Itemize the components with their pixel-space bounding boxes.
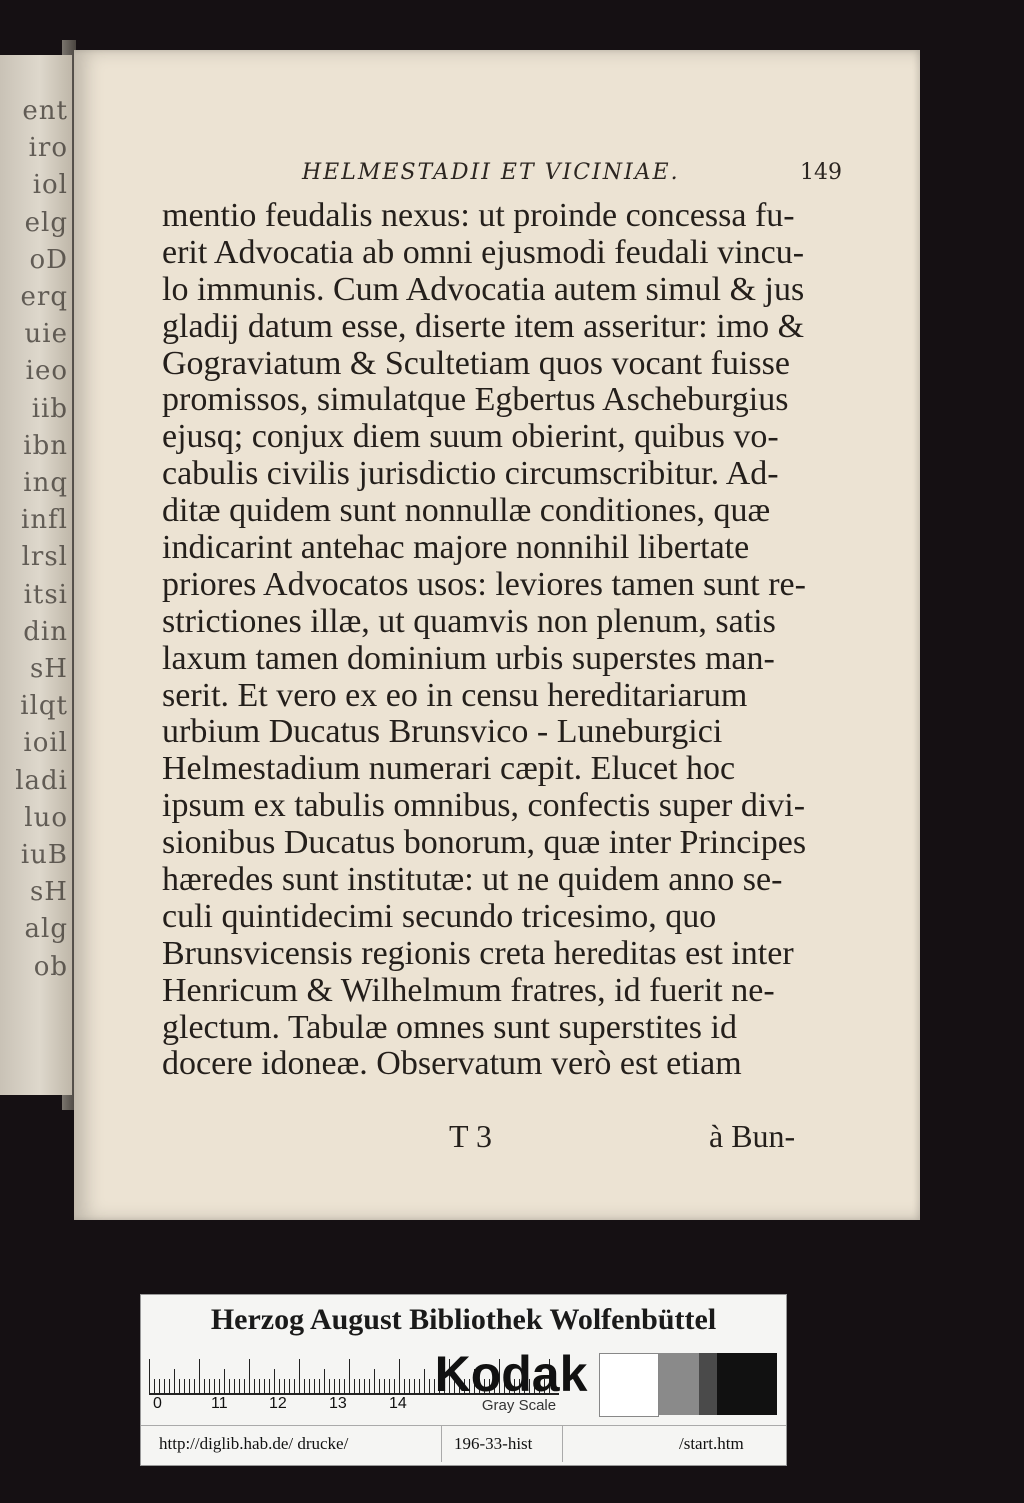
- facing-page-fragment: iro: [28, 133, 68, 164]
- ruler-number: 12: [269, 1395, 287, 1412]
- ruler-tick: [154, 1379, 155, 1393]
- catchword: à Bun-: [709, 1118, 796, 1154]
- ruler-tick: [169, 1379, 170, 1393]
- ruler-tick: [259, 1379, 260, 1393]
- text-line: sionibus Ducatus bonorum, quæ inter Principes: [162, 825, 807, 862]
- ruler-tick: [339, 1379, 340, 1393]
- facing-page-fragment: ladi: [15, 765, 68, 796]
- ruler-tick: [199, 1359, 200, 1393]
- signature-mark: T 3: [449, 1118, 492, 1154]
- ruler-tick: [149, 1359, 150, 1393]
- ruler-tick: [284, 1379, 285, 1393]
- ruler-tick: [304, 1379, 305, 1393]
- text-line: Helmestadium numerari cæpit. Elucet hoc: [162, 751, 736, 788]
- text-line: Gograviatum & Scultetiam quos vocant fuisse: [162, 345, 790, 382]
- text-line: gladij datum esse, diserte item asseritur: imo &: [162, 308, 805, 345]
- ruler-tick: [424, 1369, 425, 1393]
- ruler-tick: [179, 1379, 180, 1393]
- text-line: glectum. Tabulæ omnes sunt superstites id: [162, 1009, 737, 1046]
- facing-page-fragment: luo: [24, 802, 68, 833]
- ruler-tick: [214, 1379, 215, 1393]
- facing-page-fragment: lrsl: [21, 542, 68, 573]
- ruler-tick: [264, 1379, 265, 1393]
- facing-page-fragment: din: [23, 616, 68, 647]
- ruler-tick: [324, 1369, 325, 1393]
- facing-page-fragment: ob: [33, 951, 68, 982]
- ruler-tick: [289, 1379, 290, 1393]
- ruler-tick: [204, 1379, 205, 1393]
- ruler-tick: [414, 1379, 415, 1393]
- ruler-tick: [279, 1379, 280, 1393]
- ruler-tick: [164, 1379, 165, 1393]
- facing-page-fragment: oD: [29, 244, 68, 275]
- facing-page-fragment: alg: [24, 914, 68, 945]
- ruler-tick: [374, 1369, 375, 1393]
- ruler-tick: [349, 1359, 350, 1393]
- body-text: [162, 198, 822, 1083]
- text-line: Henricum & Wilhelmum fratres, id fuerit ne-: [162, 972, 775, 1009]
- running-head-title: HELMESTADII ET VICINIAE.: [302, 160, 680, 185]
- text-line: promissos, simulatque Egbertus Ascheburgius: [162, 382, 789, 419]
- shelfmark: 196-33-hist: [454, 1434, 533, 1453]
- facing-page-fragment: ioil: [23, 728, 68, 759]
- ruler-tick: [329, 1379, 330, 1393]
- facing-page-fragment: uie: [24, 319, 68, 350]
- facing-page-fragment: sH: [29, 654, 68, 684]
- ruler-tick: [359, 1379, 360, 1393]
- ruler-tick: [309, 1379, 310, 1393]
- ruler-tick: [239, 1379, 240, 1393]
- library-name: Herzog August Bibliothek Wolfenbüttel: [210, 1303, 717, 1336]
- url-row: [141, 1425, 786, 1462]
- url-suffix: /start.htm: [679, 1434, 744, 1453]
- ruler-tick: [209, 1379, 210, 1393]
- text-line: serit. Et vero ex eo in censu hereditariarum: [162, 677, 748, 714]
- ruler-tick: [354, 1379, 355, 1393]
- ruler-tick: [254, 1379, 255, 1393]
- facing-page-fragment: iib: [31, 393, 68, 424]
- ruler-tick: [299, 1359, 300, 1393]
- text-line: ditæ quidem sunt nonnullæ conditiones, quæ: [162, 493, 771, 530]
- gray-swatch-mid: [659, 1353, 699, 1415]
- running-head: [302, 160, 842, 196]
- ruler-tick: [334, 1379, 335, 1393]
- ruler-tick: [319, 1379, 320, 1393]
- facing-page-fragment: inq: [23, 468, 68, 498]
- text-line: urbium Ducatus Brunsvico - Luneburgici: [162, 714, 723, 751]
- facing-page-fragment: ent: [22, 96, 68, 126]
- ruler-tick: [394, 1379, 395, 1393]
- facing-page-fragment: sH: [29, 877, 68, 908]
- facing-page-fragment: infl: [21, 505, 68, 536]
- facing-page-fragment: ieo: [25, 356, 68, 387]
- ruler-tick: [184, 1379, 185, 1393]
- text-line: mentio feudalis nexus: ut proinde concessa fu-: [162, 198, 795, 234]
- library-color-strip: [140, 1294, 787, 1466]
- text-line: ejusq; conjux diem suum obierint, quibus vo-: [162, 419, 779, 456]
- kodak-logo: Kodak: [434, 1346, 588, 1402]
- facing-page-fragment: ilqt: [20, 691, 68, 722]
- ruler-tick: [384, 1379, 385, 1393]
- ruler-tick: [194, 1379, 195, 1393]
- facing-page-fragment: itsi: [23, 579, 68, 610]
- text-line: lo immunis. Cum Advocatia autem simul & jus: [162, 271, 805, 308]
- ruler-number: 11: [211, 1395, 228, 1412]
- facing-page-fragment: iol: [32, 170, 68, 201]
- ruler-tick: [369, 1379, 370, 1393]
- gray-scale-label: Gray Scale: [481, 1397, 557, 1414]
- ruler-tick: [274, 1369, 275, 1393]
- facing-page-fragment: ibn: [23, 430, 68, 461]
- ruler-tick: [234, 1379, 235, 1393]
- gray-swatch-dark: [699, 1353, 717, 1415]
- facing-page-fragment: iuB: [20, 840, 68, 870]
- ruler-tick: [294, 1379, 295, 1393]
- ruler-number: 14: [389, 1395, 407, 1412]
- text-line: erit Advocatia ab omni ejusmodi feudali vincu-: [162, 234, 805, 271]
- page-number: 149: [800, 160, 842, 185]
- ruler-tick: [409, 1379, 410, 1393]
- ruler-tick: [379, 1379, 380, 1393]
- ruler-tick: [219, 1379, 220, 1393]
- ruler-tick: [419, 1379, 420, 1393]
- ruler-number: 0: [153, 1395, 162, 1412]
- ruler-number: 13: [329, 1395, 347, 1412]
- gray-swatch-black: [717, 1353, 777, 1415]
- ruler-tick: [159, 1379, 160, 1393]
- text-line: laxum tamen dominium urbis superstes man-: [162, 640, 775, 677]
- text-line: culi quintidecimi secundo tricesimo, quo: [162, 898, 717, 935]
- ruler-tick: [389, 1379, 390, 1393]
- text-line: ipsum ex tabulis omnibus, confectis super divi-: [162, 788, 806, 825]
- url-prefix: http://diglib.hab.de/ drucke/: [159, 1434, 349, 1453]
- ruler-tick: [229, 1379, 230, 1393]
- facing-page-fragment: elg: [24, 207, 68, 238]
- shelfmark-box: [441, 1426, 563, 1462]
- gray-swatch-white: [599, 1353, 659, 1417]
- facing-page-edge: [0, 55, 72, 1095]
- text-line: indicarint antehac majore nonnihil libertate: [162, 530, 750, 567]
- facing-page-fragment: erq: [20, 282, 68, 312]
- text-line: cabulis civilis jurisdictio circumscribitur. Ad-: [162, 456, 779, 493]
- text-line: Brunsvicensis regionis creta hereditas est inter: [162, 935, 794, 972]
- ruler-tick: [249, 1359, 250, 1393]
- ruler-tick: [314, 1379, 315, 1393]
- ruler-tick: [269, 1379, 270, 1393]
- ruler-tick: [244, 1379, 245, 1393]
- ruler-tick: [364, 1379, 365, 1393]
- text-line: docere idoneæ. Observatum verò est etiam: [162, 1046, 742, 1083]
- text-line: strictiones illæ, ut quamvis non plenum, satis: [162, 603, 776, 640]
- ruler-tick: [174, 1369, 175, 1393]
- ruler-tick: [404, 1379, 405, 1393]
- ruler-tick: [189, 1379, 190, 1393]
- text-line: hæredes sunt institutæ: ut ne quidem anno se-: [162, 862, 783, 899]
- ruler-tick: [399, 1359, 400, 1393]
- ruler-tick: [429, 1379, 430, 1393]
- ruler-tick: [224, 1369, 225, 1393]
- book-page: [74, 50, 920, 1220]
- text-line: priores Advocatos usos: leviores tamen sunt re-: [162, 566, 806, 603]
- ruler-tick: [344, 1379, 345, 1393]
